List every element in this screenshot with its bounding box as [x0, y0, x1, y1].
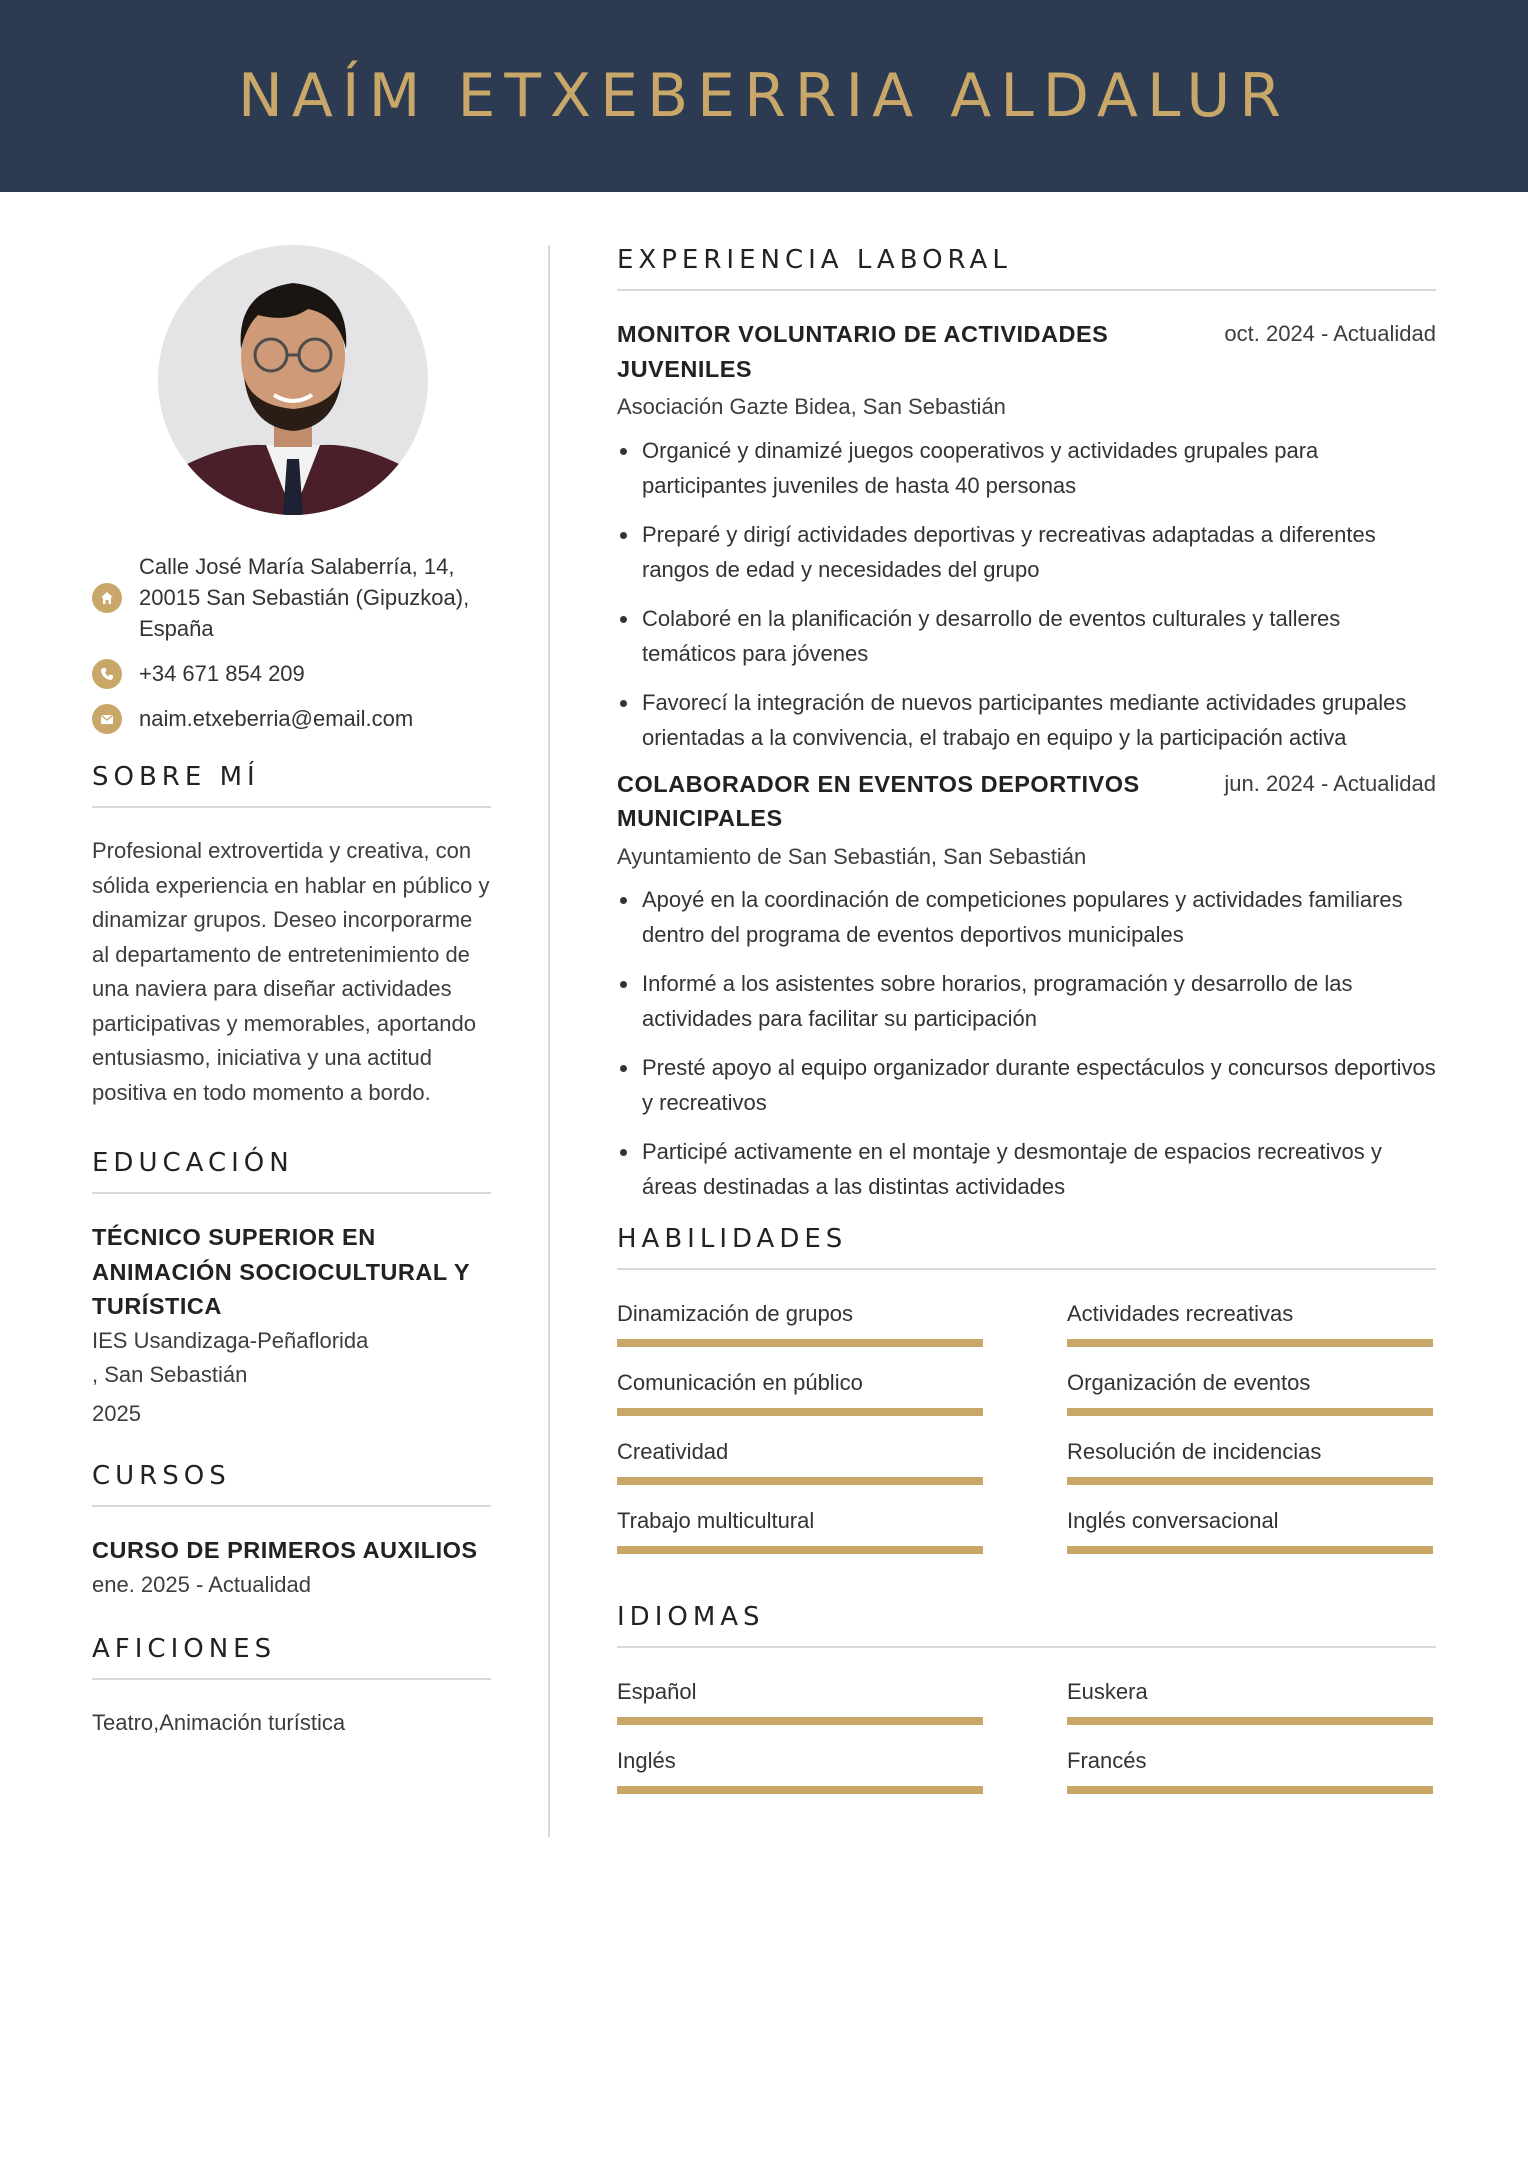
- education-section: [92, 1148, 491, 1431]
- bullet-dot: [620, 700, 627, 707]
- list-item: [617, 601, 1436, 671]
- skill-bar: [617, 1477, 983, 1485]
- bullet-dot: [620, 616, 627, 623]
- job-title: COLABORADOR EN EVENTOS DEPORTIVOS MUNICIPALES: [617, 770, 1140, 831]
- experience-heading: EXPERIENCIA LABORAL: [617, 245, 1436, 291]
- job-entry: [617, 767, 1436, 1205]
- skill-item: [1067, 1505, 1433, 1554]
- left-column: [92, 245, 491, 1741]
- bullet-dot: [620, 448, 627, 455]
- bullet-dot: [620, 981, 627, 988]
- skill-name: Actividades recreativas: [1067, 1301, 1294, 1326]
- bullet-dot: [620, 1065, 627, 1072]
- skill-bar: [1067, 1546, 1433, 1554]
- skill-name: Resolución de incidencias: [1067, 1439, 1322, 1464]
- course-title: CURSO DE PRIMEROS AUXILIOS: [92, 1537, 478, 1563]
- skill-name: Dinamización de grupos: [617, 1301, 854, 1326]
- list-item: [617, 433, 1436, 503]
- bullet-text: Informé a los asistentes sobre horarios, programación y desarrollo de las actividades para facilitar su participación: [642, 971, 1353, 1031]
- bullet-text: Colaboré en la planificación y desarrollo de eventos culturales y talleres temáticos para jóvenes: [642, 605, 1341, 666]
- profile-photo: [158, 245, 428, 515]
- bullet-text: Presté apoyo al equipo organizador durante espectáculos y concursos deportivos y recreativos: [642, 1055, 1436, 1115]
- bullet-dot: [620, 897, 627, 904]
- language-name: Euskera: [1067, 1679, 1148, 1704]
- job-header: [617, 317, 1436, 386]
- experience-section: [617, 245, 1436, 1204]
- skill-bar: [1067, 1408, 1433, 1416]
- list-item: [617, 517, 1436, 587]
- phone-icon: [92, 659, 122, 689]
- bullet-dot: [620, 532, 627, 539]
- right-column: [617, 245, 1436, 1794]
- portrait-illustration: [158, 245, 428, 515]
- bullet-text: Favorecí la integración de nuevos participantes mediante actividades grupales orientadas a la convivencia, el trabajo en equipo y la participación activa: [642, 689, 1407, 750]
- phone-text[interactable]: +34 671 854 209: [139, 661, 305, 686]
- education-heading: EDUCACIÓN: [92, 1148, 491, 1194]
- list-item: [617, 1134, 1436, 1204]
- about-heading: SOBRE MÍ: [92, 762, 491, 808]
- language-name: Inglés: [617, 1748, 676, 1773]
- skill-name: Inglés conversacional: [1067, 1508, 1279, 1533]
- school-location: , San Sebastián: [92, 1362, 248, 1387]
- about-section: [92, 762, 491, 1110]
- contact-address: [92, 551, 491, 644]
- language-bar: [1067, 1717, 1433, 1725]
- language-bar: [617, 1786, 983, 1794]
- language-name: Español: [617, 1679, 697, 1704]
- language-bar: [1067, 1786, 1433, 1794]
- bullet-text: Apoyé en la coordinación de competiciones populares y actividades familiares dentro del programa de eventos deportivos municipales: [642, 887, 1403, 947]
- list-item: [617, 1050, 1436, 1120]
- skill-name: Trabajo multicultural: [617, 1508, 815, 1533]
- list-item: [617, 685, 1436, 755]
- hobbies-text: Teatro,Animación turística: [92, 1710, 346, 1735]
- job-bullets: [617, 882, 1436, 1204]
- skill-item: [617, 1367, 983, 1416]
- job-header: [617, 767, 1436, 836]
- job-company: Ayuntamiento de San Sebastián, San Sebastián: [617, 843, 1087, 869]
- address-text: Calle José María Salaberría, 14, 20015 San Sebastián (Gipuzkoa), España: [139, 554, 470, 641]
- course-date: ene. 2025 - Actualidad: [92, 1571, 311, 1597]
- hobbies-heading: AFICIONES: [92, 1634, 491, 1680]
- email-text[interactable]: naim.etxeberria@email.com: [139, 706, 414, 731]
- skill-name: Organización de eventos: [1067, 1370, 1311, 1395]
- language-item: [617, 1676, 983, 1725]
- list-item: [617, 966, 1436, 1036]
- list-item: [617, 882, 1436, 952]
- school-name: IES Usandizaga-Peñaflorida: [92, 1327, 369, 1353]
- degree-title: TÉCNICO SUPERIOR EN ANIMACIÓN SOCIOCULTURAL Y TURÍSTICA: [92, 1224, 470, 1319]
- job-company: Asociación Gazte Bidea, San Sebastián: [617, 394, 1006, 419]
- job-bullets: [617, 433, 1436, 755]
- contact-email: [92, 703, 491, 734]
- bullet-dot: [620, 1149, 627, 1156]
- bullet-text: Participé activamente en el montaje y desmontaje de espacios recreativos y áreas destinadas a las distintas actividades: [642, 1139, 1382, 1199]
- language-item: [1067, 1676, 1433, 1725]
- skill-item: [617, 1505, 983, 1554]
- education-year: 2025: [92, 1400, 141, 1426]
- skill-bar: [617, 1339, 983, 1347]
- bullet-text: Organicé y dinamizé juegos cooperativos y actividades grupales para participantes juveniles de hasta 40 personas: [642, 437, 1319, 498]
- skills-section: [617, 1224, 1436, 1554]
- skill-name: Comunicación en público: [617, 1370, 863, 1395]
- language-item: [1067, 1745, 1433, 1794]
- skills-grid: [617, 1298, 1436, 1554]
- candidate-name: NAÍM ETXEBERRIA ALDALUR: [237, 61, 1290, 131]
- language-name: Francés: [1067, 1748, 1147, 1773]
- skills-heading: HABILIDADES: [617, 1224, 1436, 1270]
- mail-icon: [92, 704, 122, 734]
- job-date: oct. 2024 - Actualidad: [1224, 321, 1436, 346]
- skill-bar: [1067, 1477, 1433, 1485]
- skill-item: [617, 1298, 983, 1347]
- job-entry: [617, 317, 1436, 755]
- skill-bar: [1067, 1339, 1433, 1347]
- languages-grid: [617, 1676, 1436, 1794]
- skill-item: [1067, 1298, 1433, 1347]
- contact-phone: [92, 658, 491, 689]
- skill-bar: [617, 1546, 983, 1554]
- language-bar: [617, 1717, 983, 1725]
- languages-section: [617, 1602, 1436, 1794]
- about-text: Profesional extrovertida y creativa, con sólida experiencia en hablar en público y dinamizar grupos. Deseo incorporarme al departamento de entretenimiento de una naviera para diseñar actividades participativas y memorables, aportando entusiasmo, iniciativa y una actitud positiva en todo momento a bordo.: [92, 838, 490, 1105]
- contact-info: [92, 551, 491, 734]
- skill-item: [1067, 1367, 1433, 1416]
- home-icon: [92, 583, 122, 613]
- language-item: [617, 1745, 983, 1794]
- job-title: MONITOR VOLUNTARIO DE ACTIVIDADES JUVENILES: [617, 321, 1109, 382]
- courses-heading: CURSOS: [92, 1461, 491, 1507]
- courses-section: [92, 1461, 491, 1602]
- skill-item: [1067, 1436, 1433, 1485]
- skill-bar: [617, 1408, 983, 1416]
- job-date: jun. 2024 - Actualidad: [1224, 770, 1436, 796]
- bullet-text: Preparé y dirigí actividades deportivas y recreativas adaptadas a diferentes rangos de edad y necesidades del grupo: [642, 521, 1376, 582]
- header-banner: [0, 0, 1528, 192]
- skill-name: Creatividad: [617, 1439, 729, 1464]
- languages-heading: IDIOMAS: [617, 1602, 1436, 1648]
- column-divider: [548, 245, 550, 1837]
- skill-item: [617, 1436, 983, 1485]
- hobbies-section: [92, 1634, 491, 1741]
